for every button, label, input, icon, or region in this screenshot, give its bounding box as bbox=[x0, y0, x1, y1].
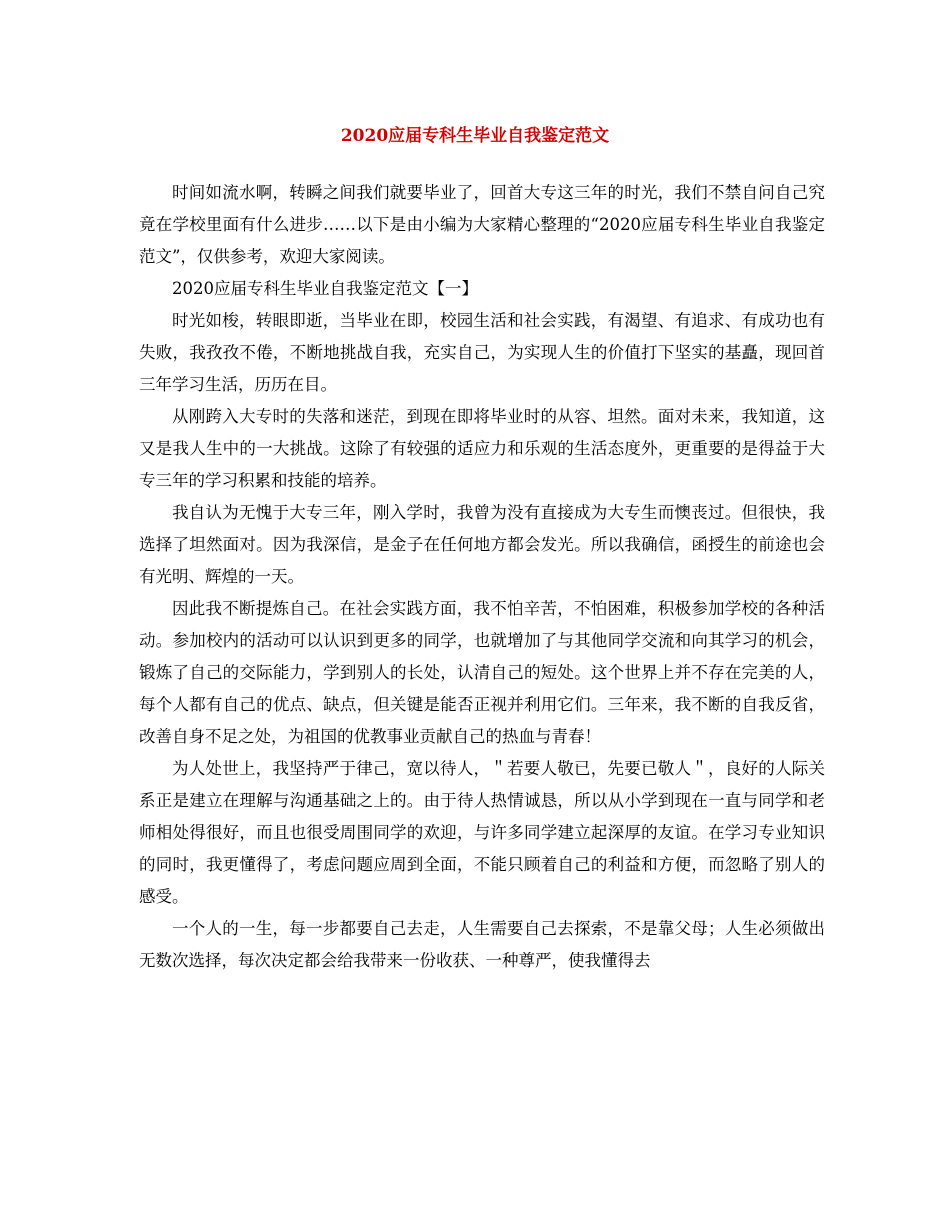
paragraph-intro: 时间如流水啊，转瞬之间我们就要毕业了，回首大专这三年的时光，我们不禁自问自己究竟在学校里面有什么进步……以下是由小编为大家精心整理的“2020应届专科生毕业自我鉴定范文”，仅供参考，欢迎大家阅读。 bbox=[139, 183, 825, 266]
paragraph: 因此我不断提炼自己。在社会实践方面，我不怕辛苦，不怕困难，积极参加学校的各种活动。参加校内的活动可以认识到更多的同学，也就增加了与其他同学交流和向其学习的机会，锻炼了自己的交际能力，学到别人的长处，认清自己的短处。这个世界上并不存在完美的人，每个人都有自己的优点、缺点，但关键是能否正视并利用它们。三年来，我不断的自我反省，改善自身不足之处，为祖国的优教事业贡献自己的热血与青春！ bbox=[139, 599, 825, 746]
paragraph: 我自认为无愧于大专三年，刚入学时，我曾为没有直接成为大专生而懊丧过。但很快，我选择了坦然面对。因为我深信，是金子在任何地方都会发光。所以我确信，函授生的前途也会有光明、辉煌的一天。 bbox=[139, 503, 825, 586]
paragraph: 时光如梭，转眼即逝，当毕业在即，校园生活和社会实践，有渴望、有追求、有成功也有失败，我孜孜不倦，不断地挑战自我，充实自己，为实现人生的价值打下坚实的基矗，现回首三年学习生活，历历在目。 bbox=[139, 311, 825, 394]
section-heading: 2020应届专科生毕业自我鉴定范文【一】 bbox=[172, 279, 478, 298]
document-body bbox=[139, 177, 825, 977]
paragraph: 从刚跨入大专时的失落和迷茫，到现在即将毕业时的从容、坦然。面对未来，我知道，这又是我人生中的一大挑战。这除了有较强的适应力和乐观的生活态度外，更重要的是得益于大专三年的学习积累和技能的培养。 bbox=[139, 407, 825, 490]
paragraph: 为人处世上，我坚持严于律己，宽以待人，＂若要人敬已，先要已敬人＂，良好的人际关系正是建立在理解与沟通基础之上的。由于待人热情诚恳，所以从小学到现在一直与同学和老师相处得很好，而且也很受周围同学的欢迎，与许多同学建立起深厚的友谊。在学习专业知识的同时，我更懂得了，考虑问题应周到全面，不能只顾着自己的利益和方便，而忽略了别人的感受。 bbox=[139, 759, 825, 906]
paragraph: 一个人的一生，每一步都要自己去走，人生需要自己去探索，不是靠父母；人生必须做出无数次选择，每次决定都会给我带来一份收获、一种尊严，使我懂得去 bbox=[139, 919, 825, 970]
document-title: 2020应届专科生毕业自我鉴定范文 bbox=[340, 126, 610, 146]
